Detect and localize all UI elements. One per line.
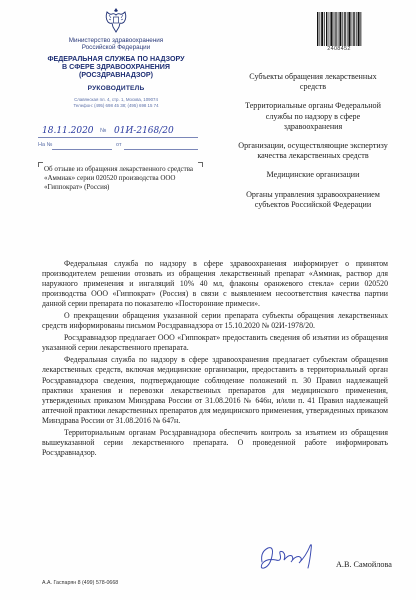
paragraph-1: Федеральная служба по надзору в сфере здравоохранения информирует о принятом производителем решении отозвать из обращения лекарственный препарат «Аммиак, раствор для наружного применения и ингаляций 10% 40 мл, флаконы оранжевого стекла» серии 020520 производства ООО «Гиппократ» (Россия) в связи с выявлением несоответствия качества партии данной серии препарата по показателю «Посторонние примеси». [42, 259, 388, 309]
subject-corner-left [38, 162, 43, 167]
service-name-line1: ФЕДЕРАЛЬНАЯ СЛУЖБА ПО НАДЗОРУ [47, 54, 185, 63]
handwritten-signature-icon [256, 540, 320, 574]
head-title: РУКОВОДИТЕЛЬ [87, 85, 145, 93]
registration-date: 18.11.2020 [42, 126, 94, 136]
barcode-number: 2408452 [327, 46, 351, 52]
reference-label: На № [38, 142, 53, 148]
address-line2: Телефон: (495) 698 45 38; (495) 698 15 74 [73, 103, 159, 109]
address-line1: Славянская пл. 4, стр. 1, Москва, 109074 [74, 97, 158, 103]
paragraph-3: Росздравнадзор предлагает ООО «Гиппократ» предоставить сведения об изъятии из обращения указанной серии лекарственного препарата. [42, 333, 388, 353]
reference-date-blank [124, 149, 198, 150]
registration-line [38, 126, 198, 140]
ministry-name-line1: Министерство здравоохранения [68, 37, 164, 44]
service-name-line3: (РОСЗДРАВНАДЗОР) [78, 71, 153, 79]
paragraph-4: Федеральная служба по надзору в сфере здравоохранения предлагает субъектам обращения лекарственных средств, включая медицинские организации, предоставить в территориальный орган Росздравнадзора сведения, подтверждающие соблюдение положений п. 30 Правил надлежащей практики хранения и перевозки лекарственных препаратов для медицинского применения, утвержденных приказом Минздрава России от 31.08.2016 № 646н, и/или п. 41 Правил надлежащей аптечной практики лекарственных препаратов для медицинского применения, утвержденных приказом Минздрава России от 31.08.2016 № 647н. [42, 355, 388, 425]
barcode-icon [316, 12, 362, 46]
reference-line [38, 142, 198, 152]
letterhead [36, 6, 196, 109]
registration-number-sign: № [100, 128, 107, 134]
subject-text: Об отзыве из обращения лекарственного средства «Аммиак» серии 020520 производства ООО «Гиппократ» (Россия) [44, 165, 194, 191]
ministry-name-line2: Российской Федерации [81, 44, 151, 52]
paragraph-5: Территориальным органам Росздравнадзора обеспечить контроль за изъятием из обращения вышеуказанной серии лекарственного препарата. О проведенной работе информировать Росздравнадзор. [42, 427, 388, 457]
coat-of-arms-icon [103, 6, 129, 34]
recipient-4: Медицинские организации [266, 170, 360, 180]
reference-number-blank [52, 149, 112, 150]
letter-body [42, 259, 388, 460]
recipient-3: Организации, осуществляющие экспертизу качества лекарственных средств [238, 141, 388, 161]
registration-underline [38, 137, 198, 138]
executor-info: А.А. Гаспарян 8 (499) 578-0668 [42, 580, 119, 586]
recipients-block [238, 72, 388, 219]
recipient-1: Субъекты обращения лекарственных средств [249, 72, 377, 92]
recipient-2: Территориальные органы Федеральной службы по надзору в сфере здравоохранения [245, 101, 381, 131]
service-name-line2: В СФЕРЕ ЗДРАВООХРАНЕНИЯ [61, 62, 170, 71]
registration-number: 01И-2168/20 [114, 126, 174, 136]
signer-name: А.В. Самойлова [336, 560, 392, 569]
paragraph-2: О прекращении обращения указанной серии препарата субъекты обращения лекарственных средств информированы письмом Росздравнадзора от 15.10.2020 № 02И-1978/20. [42, 311, 388, 331]
reference-from-label: от [116, 142, 122, 148]
recipient-5: Органы управления здравоохранением субъектов Российской Федерации [246, 189, 380, 209]
